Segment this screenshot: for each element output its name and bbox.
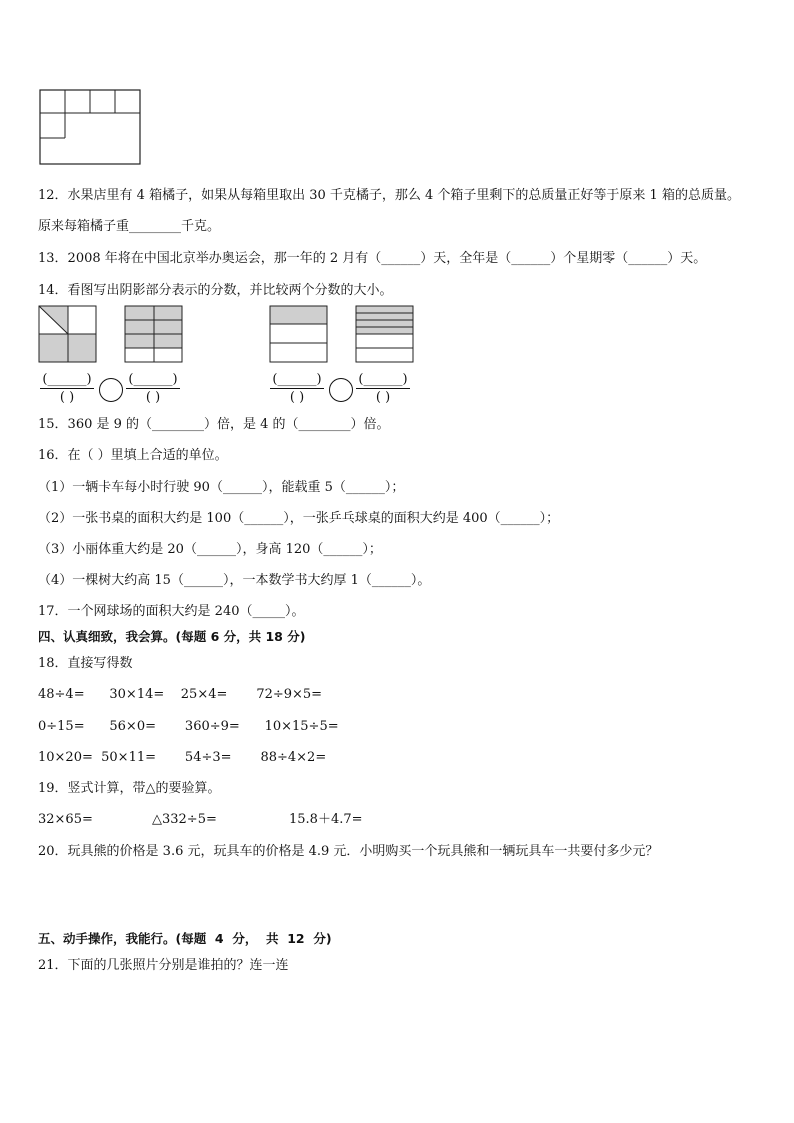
compare-circle-2	[329, 378, 353, 402]
q19-problem-b: △332÷5=	[152, 812, 217, 827]
q18-title: 18．直接写得数	[38, 656, 133, 671]
denominator-blank: ( )	[59, 390, 75, 405]
grid-figure	[38, 88, 144, 166]
q16-item-1: （1）一辆卡车每小时行驶 90（______），能载重 5（______）；	[38, 480, 405, 495]
fraction-figure-3	[269, 305, 329, 363]
fraction-blank-4	[356, 372, 410, 406]
q18-row-3: 10×20= 50×11= 54÷3= 88÷4×2=	[38, 750, 327, 765]
q20: 20．玩具熊的价格是 3.6 元，玩具车的价格是 4.9 元．小明购买一个玩具熊和一辆玩具车一共要付多少元？	[38, 844, 659, 859]
denominator-blank: ( )	[145, 390, 161, 405]
q12-line1: 12．水果店里有 4 箱橘子，如果从每箱里取出 30 千克橘子，那么 4 个箱子里剩下的总质量正好等于原来 1 箱的总质量。	[38, 188, 740, 203]
q12-line2: 原来每箱橘子重________千克。	[38, 219, 221, 234]
numerator-blank: (______)	[42, 372, 92, 387]
q16-title: 16．在（ ）里填上合适的单位。	[38, 448, 228, 463]
section-5-heading: 五、动手操作，我能行。(每题 4 分， 共 12 分)	[38, 931, 332, 946]
q19-problem-a: 32×65=	[38, 812, 93, 827]
q17: 17．一个网球场的面积大约是 240（_____）。	[38, 604, 305, 619]
section-4-heading: 四、认真细致，我会算。(每题 6 分，共 18 分)	[38, 629, 306, 644]
fraction-bar	[126, 388, 180, 389]
denominator-blank: ( )	[375, 390, 391, 405]
denominator-blank: ( )	[289, 390, 305, 405]
q18-row-2: 0÷15= 56×0= 360÷9= 10×15÷5=	[38, 719, 339, 734]
numerator-blank: (______)	[128, 372, 178, 387]
q16-item-2: （2）一张书桌的面积大约是 100（______），一张乒乓球桌的面积大约是 400（______）；	[38, 511, 560, 526]
q13: 13．2008 年将在中国北京举办奥运会，那一年的 2 月有（______）天，全年是（______）个星期零（______）天。	[38, 251, 707, 266]
q16-item-4: （4）一棵树大约高 15（______），一本数学书大约厚 1（______）。	[38, 573, 431, 588]
q14-title: 14．看图写出阴影部分表示的分数，并比较两个分数的大小。	[38, 283, 393, 298]
q18-row-1: 48÷4= 30×14= 25×4= 72÷9×5=	[38, 687, 323, 702]
fraction-figure-1	[38, 305, 98, 363]
fraction-blank-1	[40, 372, 94, 406]
q19-problem-c: 15.8＋4.7=	[289, 812, 363, 827]
q19-title: 19．竖式计算，带△的要验算。	[38, 781, 221, 796]
q15: 15．360 是 9 的（________）倍，是 4 的（________）倍。	[38, 417, 390, 432]
q16-item-3: （3）小丽体重大约是 20（______），身高 120（______）；	[38, 542, 382, 557]
fraction-bar	[356, 388, 410, 389]
fraction-figure-2	[124, 305, 184, 363]
fraction-bar	[40, 388, 94, 389]
q21: 21．下面的几张照片分别是谁拍的？连一连	[38, 958, 289, 973]
numerator-blank: (______)	[272, 372, 322, 387]
compare-circle-1	[99, 378, 123, 402]
numerator-blank: (______)	[358, 372, 408, 387]
fraction-figure-4	[355, 305, 415, 363]
fraction-blank-2	[126, 372, 180, 406]
fraction-bar	[270, 388, 324, 389]
fraction-blank-3	[270, 372, 324, 406]
